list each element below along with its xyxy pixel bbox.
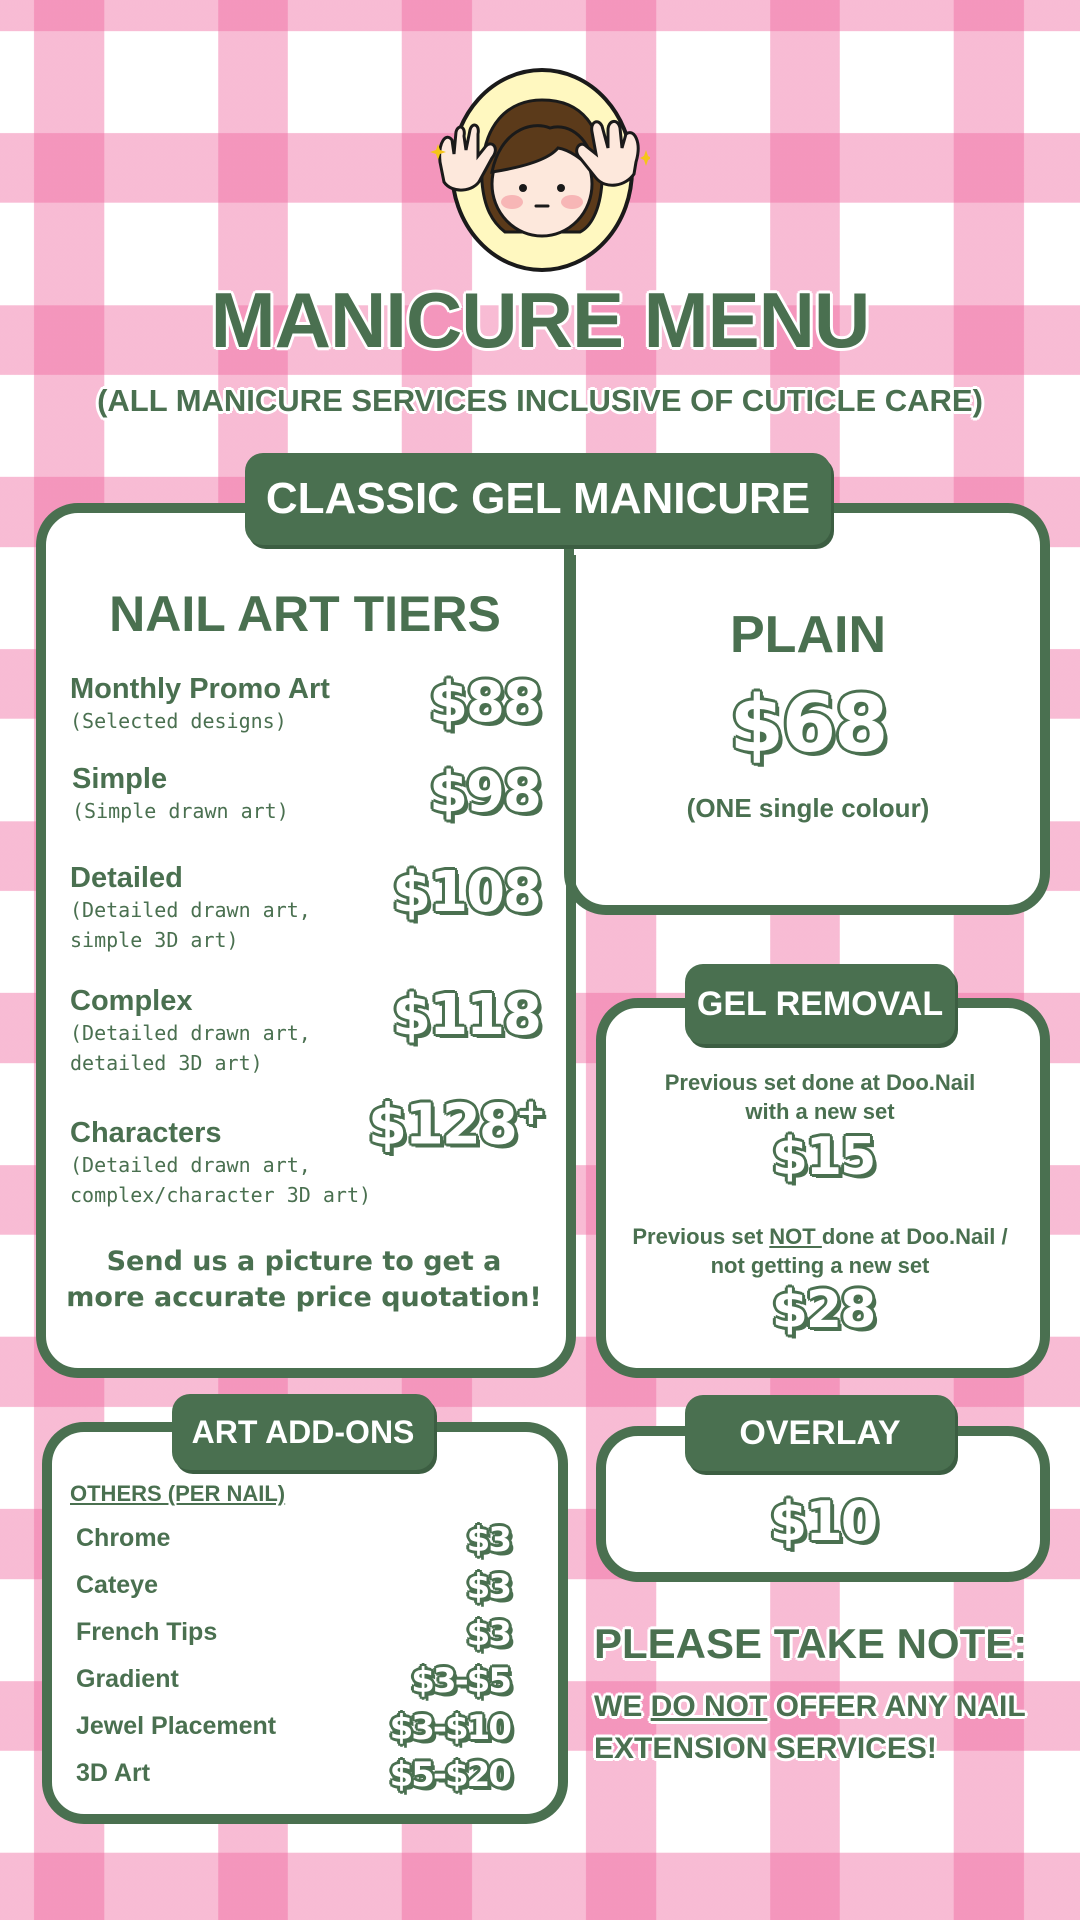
gel-removal-option2-text xyxy=(620,1222,1020,1280)
addon-row xyxy=(76,1614,510,1654)
addon-name: French Tips xyxy=(76,1618,218,1646)
addons-list xyxy=(76,1520,510,1810)
addon-price: $5-$20 xyxy=(389,1755,510,1795)
nail-art-tiers-heading: NAIL ART TIERS xyxy=(109,586,501,642)
tier-price: $108 xyxy=(392,860,540,925)
addon-price: $3 xyxy=(466,1567,510,1607)
card-divider xyxy=(566,555,576,905)
tier-characters xyxy=(70,1092,544,1217)
gel-removal-option1-text: Previous set done at Doo.Nail with a new set xyxy=(664,1070,976,1124)
tier-monthly-promo xyxy=(70,670,540,743)
tier-price-value: $128 xyxy=(367,1092,516,1158)
tier-desc: (Selected designs) xyxy=(70,709,287,733)
tier-name: Simple xyxy=(72,763,168,795)
take-note-heading: PLEASE TAKE NOTE: xyxy=(594,1620,1028,1667)
addon-row xyxy=(76,1567,510,1607)
tier-price: $98 xyxy=(429,760,540,825)
addon-price: $3 xyxy=(466,1520,510,1560)
option2-suffix: done at Doo.Nail / not getting a new set xyxy=(710,1224,1008,1278)
gel-removal-option1-price: $15 xyxy=(771,1127,875,1187)
note-suffix: OFFER ANY NAIL EXTENSION SERVICES! xyxy=(594,1690,1026,1765)
take-note-text xyxy=(594,1686,1064,1770)
tier-detailed xyxy=(70,862,540,962)
tier-complex xyxy=(70,985,540,1085)
tier-price: $88 xyxy=(429,670,540,735)
addon-name: Chrome xyxy=(76,1524,171,1552)
note-emph: DO NOT xyxy=(650,1690,768,1723)
others-per-nail-label: OTHERS (PER NAIL) xyxy=(70,1481,286,1506)
tier-desc: (Detailed drawn art, detailed 3D art) xyxy=(70,1021,311,1075)
tier-name: Complex xyxy=(70,985,193,1017)
addon-name: Jewel Placement xyxy=(76,1712,277,1740)
tier-name: Characters xyxy=(70,1117,222,1149)
addon-name: Gradient xyxy=(76,1665,179,1693)
addon-price: $3-$5 xyxy=(411,1661,510,1701)
plain-desc: (ONE single colour) xyxy=(686,793,930,823)
addon-row xyxy=(76,1520,510,1560)
tier-simple xyxy=(72,760,540,833)
option2-prefix: Previous set xyxy=(632,1224,770,1249)
gel-removal-option2-price: $28 xyxy=(771,1280,875,1340)
tier-price-plus: + xyxy=(515,1092,544,1133)
addon-row xyxy=(76,1708,510,1748)
girl-face-logo-icon xyxy=(430,62,650,277)
plain-label: PLAIN xyxy=(730,606,886,664)
tier-price: $118 xyxy=(392,983,540,1048)
quote-note: Send us a picture to get a more accurate price quotation! xyxy=(66,1246,542,1313)
addon-row xyxy=(76,1755,510,1795)
page-subtitle: (ALL MANICURE SERVICES INCLUSIVE OF CUTICLE CARE) xyxy=(97,383,983,418)
art-addons-tab: ART ADD-ONS xyxy=(172,1394,434,1470)
addon-row xyxy=(76,1661,510,1701)
page-title: MANICURE MENU xyxy=(210,276,870,364)
note-prefix: WE xyxy=(594,1690,651,1723)
classic-gel-manicure-tab: CLASSIC GEL MANICURE xyxy=(245,453,831,545)
overlay-tab: OVERLAY xyxy=(685,1395,955,1471)
plain-price: $68 xyxy=(729,680,887,770)
tier-desc: (Simple drawn art) xyxy=(72,799,289,823)
addon-price: $3-$10 xyxy=(389,1708,510,1748)
tier-name: Detailed xyxy=(70,862,183,894)
tier-price xyxy=(368,1092,544,1158)
overlay-price: $10 xyxy=(769,1490,877,1553)
addon-price: $3 xyxy=(466,1614,510,1654)
tier-desc: (Detailed drawn art, simple 3D art) xyxy=(70,898,311,952)
tier-desc: (Detailed drawn art, complex/character 3D art) xyxy=(70,1153,372,1207)
tier-name: Monthly Promo Art xyxy=(70,673,330,705)
addon-name: 3D Art xyxy=(76,1759,151,1787)
addon-name: Cateye xyxy=(76,1571,158,1599)
gel-removal-tab: GEL REMOVAL xyxy=(685,964,955,1044)
option2-emph: NOT xyxy=(769,1224,822,1249)
